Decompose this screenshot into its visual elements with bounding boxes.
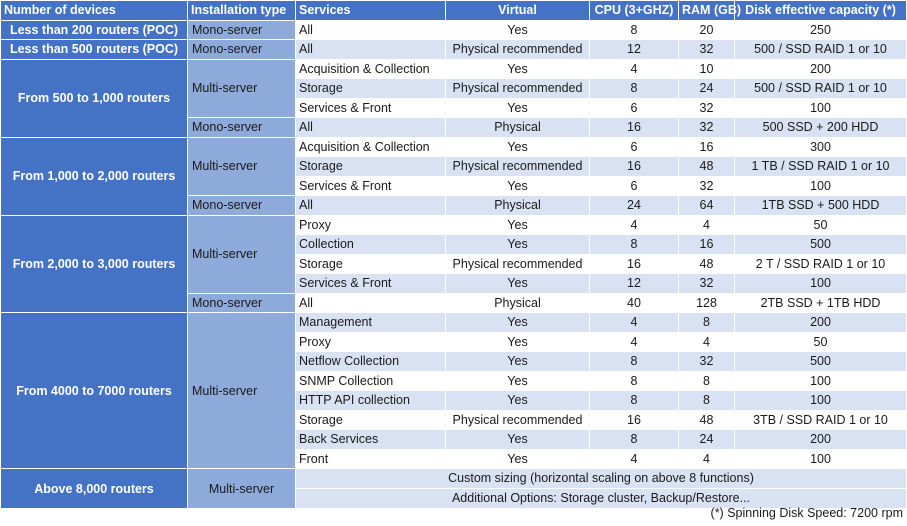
custom-sizing-line-2: Additional Options: Storage cluster, Backup/Restore... xyxy=(296,489,907,509)
cpu-cell: 4 xyxy=(590,449,679,469)
ram-cell: 24 xyxy=(679,79,735,99)
header-installation: Installation type xyxy=(188,1,296,21)
virtual-cell: Yes xyxy=(446,59,590,79)
ram-cell: 8 xyxy=(679,371,735,391)
cpu-cell: 8 xyxy=(590,371,679,391)
disk-cell: 1TB SSD + 500 HDD xyxy=(735,196,907,216)
table-row xyxy=(1,313,907,333)
devices-cell: Above 8,000 routers xyxy=(1,469,188,509)
installation-cell: Mono-server xyxy=(188,118,296,138)
service-cell: Services & Front xyxy=(296,176,446,196)
cpu-cell: 8 xyxy=(590,391,679,411)
cpu-cell: 12 xyxy=(590,40,679,60)
ram-cell: 48 xyxy=(679,410,735,430)
disk-cell: 2TB SSD + 1TB HDD xyxy=(735,293,907,313)
service-cell: Storage xyxy=(296,254,446,274)
ram-cell: 32 xyxy=(679,98,735,118)
disk-cell: 500 / SSD RAID 1 or 10 xyxy=(735,79,907,99)
cpu-cell: 16 xyxy=(590,254,679,274)
header-ram: RAM (GB) xyxy=(679,1,735,21)
disk-cell: 100 xyxy=(735,449,907,469)
devices-cell: From 500 to 1,000 routers xyxy=(1,59,188,137)
service-cell: All xyxy=(296,118,446,138)
installation-cell: Multi-server xyxy=(188,137,296,196)
cpu-cell: 8 xyxy=(590,430,679,450)
ram-cell: 48 xyxy=(679,254,735,274)
header-virtual: Virtual xyxy=(446,1,590,21)
ram-cell: 8 xyxy=(679,313,735,333)
cpu-cell: 8 xyxy=(590,352,679,372)
installation-cell: Mono-server xyxy=(188,293,296,313)
cpu-cell: 4 xyxy=(590,313,679,333)
virtual-cell: Yes xyxy=(446,332,590,352)
disk-cell: 250 xyxy=(735,20,907,40)
cpu-cell: 16 xyxy=(590,157,679,177)
cpu-cell: 6 xyxy=(590,176,679,196)
service-cell: Services & Front xyxy=(296,98,446,118)
ram-cell: 32 xyxy=(679,176,735,196)
virtual-cell: Yes xyxy=(446,371,590,391)
disk-cell: 500 SSD + 200 HDD xyxy=(735,118,907,138)
ram-cell: 32 xyxy=(679,274,735,294)
virtual-cell: Yes xyxy=(446,391,590,411)
service-cell: Front xyxy=(296,449,446,469)
disk-cell: 500 xyxy=(735,235,907,255)
ram-cell: 48 xyxy=(679,157,735,177)
header-cpu: CPU (3+GHZ) xyxy=(590,1,679,21)
disk-cell: 50 xyxy=(735,332,907,352)
virtual-cell: Yes xyxy=(446,274,590,294)
disk-cell: 100 xyxy=(735,391,907,411)
cpu-cell: 40 xyxy=(590,293,679,313)
table-row xyxy=(1,20,907,40)
ram-cell: 4 xyxy=(679,449,735,469)
table-body xyxy=(1,20,907,469)
header-services: Services xyxy=(296,1,446,21)
cpu-cell: 8 xyxy=(590,20,679,40)
table-row xyxy=(1,59,907,79)
service-cell: All xyxy=(296,293,446,313)
devices-cell: From 2,000 to 3,000 routers xyxy=(1,215,188,313)
disk-cell: 200 xyxy=(735,430,907,450)
disk-cell: 300 xyxy=(735,137,907,157)
table-row xyxy=(1,40,907,60)
devices-cell: Less than 200 routers (POC) xyxy=(1,20,188,40)
custom-sizing-row xyxy=(1,469,907,489)
service-cell: Management xyxy=(296,313,446,333)
ram-cell: 64 xyxy=(679,196,735,216)
virtual-cell: Yes xyxy=(446,430,590,450)
disk-cell: 500 xyxy=(735,352,907,372)
ram-cell: 128 xyxy=(679,293,735,313)
cpu-cell: 6 xyxy=(590,137,679,157)
virtual-cell: Physical recommended xyxy=(446,410,590,430)
virtual-cell: Yes xyxy=(446,352,590,372)
cpu-cell: 6 xyxy=(590,98,679,118)
ram-cell: 24 xyxy=(679,430,735,450)
devices-cell: Less than 500 routers (POC) xyxy=(1,40,188,60)
installation-cell: Multi-server xyxy=(188,313,296,469)
service-cell: Collection xyxy=(296,235,446,255)
footnote: (*) Spinning Disk Speed: 7200 rpm xyxy=(710,506,903,520)
installation-cell: Mono-server xyxy=(188,20,296,40)
table-row xyxy=(1,215,907,235)
service-cell: Storage xyxy=(296,79,446,99)
ram-cell: 4 xyxy=(679,215,735,235)
service-cell: All xyxy=(296,40,446,60)
virtual-cell: Physical xyxy=(446,196,590,216)
service-cell: All xyxy=(296,20,446,40)
cpu-cell: 16 xyxy=(590,118,679,138)
custom-sizing-line-1: Custom sizing (horizontal scaling on above 8 functions) xyxy=(296,469,907,489)
virtual-cell: Yes xyxy=(446,176,590,196)
virtual-cell: Physical recommended xyxy=(446,254,590,274)
virtual-cell: Physical recommended xyxy=(446,157,590,177)
virtual-cell: Yes xyxy=(446,20,590,40)
devices-cell: From 1,000 to 2,000 routers xyxy=(1,137,188,215)
cpu-cell: 8 xyxy=(590,79,679,99)
virtual-cell: Yes xyxy=(446,215,590,235)
ram-cell: 32 xyxy=(679,118,735,138)
disk-cell: 2 T / SSD RAID 1 or 10 xyxy=(735,254,907,274)
virtual-cell: Physical xyxy=(446,293,590,313)
cpu-cell: 8 xyxy=(590,235,679,255)
disk-cell: 1 TB / SSD RAID 1 or 10 xyxy=(735,157,907,177)
virtual-cell: Physical recommended xyxy=(446,79,590,99)
virtual-cell: Yes xyxy=(446,449,590,469)
service-cell: Acquisition & Collection xyxy=(296,137,446,157)
cpu-cell: 24 xyxy=(590,196,679,216)
service-cell: All xyxy=(296,196,446,216)
ram-cell: 20 xyxy=(679,20,735,40)
ram-cell: 4 xyxy=(679,332,735,352)
ram-cell: 32 xyxy=(679,40,735,60)
installation-cell: Multi-server xyxy=(188,59,296,118)
service-cell: Netflow Collection xyxy=(296,352,446,372)
virtual-cell: Yes xyxy=(446,313,590,333)
installation-cell: Mono-server xyxy=(188,196,296,216)
installation-cell: Multi-server xyxy=(188,469,296,509)
cpu-cell: 4 xyxy=(590,215,679,235)
cpu-cell: 4 xyxy=(590,59,679,79)
virtual-cell: Yes xyxy=(446,137,590,157)
service-cell: Back Services xyxy=(296,430,446,450)
disk-cell: 100 xyxy=(735,371,907,391)
service-cell: Storage xyxy=(296,410,446,430)
ram-cell: 16 xyxy=(679,137,735,157)
cpu-cell: 12 xyxy=(590,274,679,294)
virtual-cell: Yes xyxy=(446,235,590,255)
ram-cell: 10 xyxy=(679,59,735,79)
service-cell: Proxy xyxy=(296,332,446,352)
service-cell: Proxy xyxy=(296,215,446,235)
disk-cell: 100 xyxy=(735,176,907,196)
installation-cell: Multi-server xyxy=(188,215,296,293)
cpu-cell: 16 xyxy=(590,410,679,430)
devices-cell: From 4000 to 7000 routers xyxy=(1,313,188,469)
disk-cell: 200 xyxy=(735,313,907,333)
disk-cell: 500 / SSD RAID 1 or 10 xyxy=(735,40,907,60)
header-disk: Disk effective capacity (*) xyxy=(735,1,907,21)
service-cell: SNMP Collection xyxy=(296,371,446,391)
virtual-cell: Yes xyxy=(446,98,590,118)
service-cell: Acquisition & Collection xyxy=(296,59,446,79)
cpu-cell: 4 xyxy=(590,332,679,352)
ram-cell: 16 xyxy=(679,235,735,255)
table-row xyxy=(1,137,907,157)
virtual-cell: Physical recommended xyxy=(446,40,590,60)
disk-cell: 50 xyxy=(735,215,907,235)
disk-cell: 200 xyxy=(735,59,907,79)
header-row xyxy=(1,1,907,21)
service-cell: HTTP API collection xyxy=(296,391,446,411)
ram-cell: 32 xyxy=(679,352,735,372)
service-cell: Storage xyxy=(296,157,446,177)
disk-cell: 3TB / SSD RAID 1 or 10 xyxy=(735,410,907,430)
disk-cell: 100 xyxy=(735,274,907,294)
virtual-cell: Physical xyxy=(446,118,590,138)
installation-cell: Mono-server xyxy=(188,40,296,60)
ram-cell: 8 xyxy=(679,391,735,411)
header-devices: Number of devices xyxy=(1,1,188,21)
disk-cell: 100 xyxy=(735,98,907,118)
service-cell: Services & Front xyxy=(296,274,446,294)
